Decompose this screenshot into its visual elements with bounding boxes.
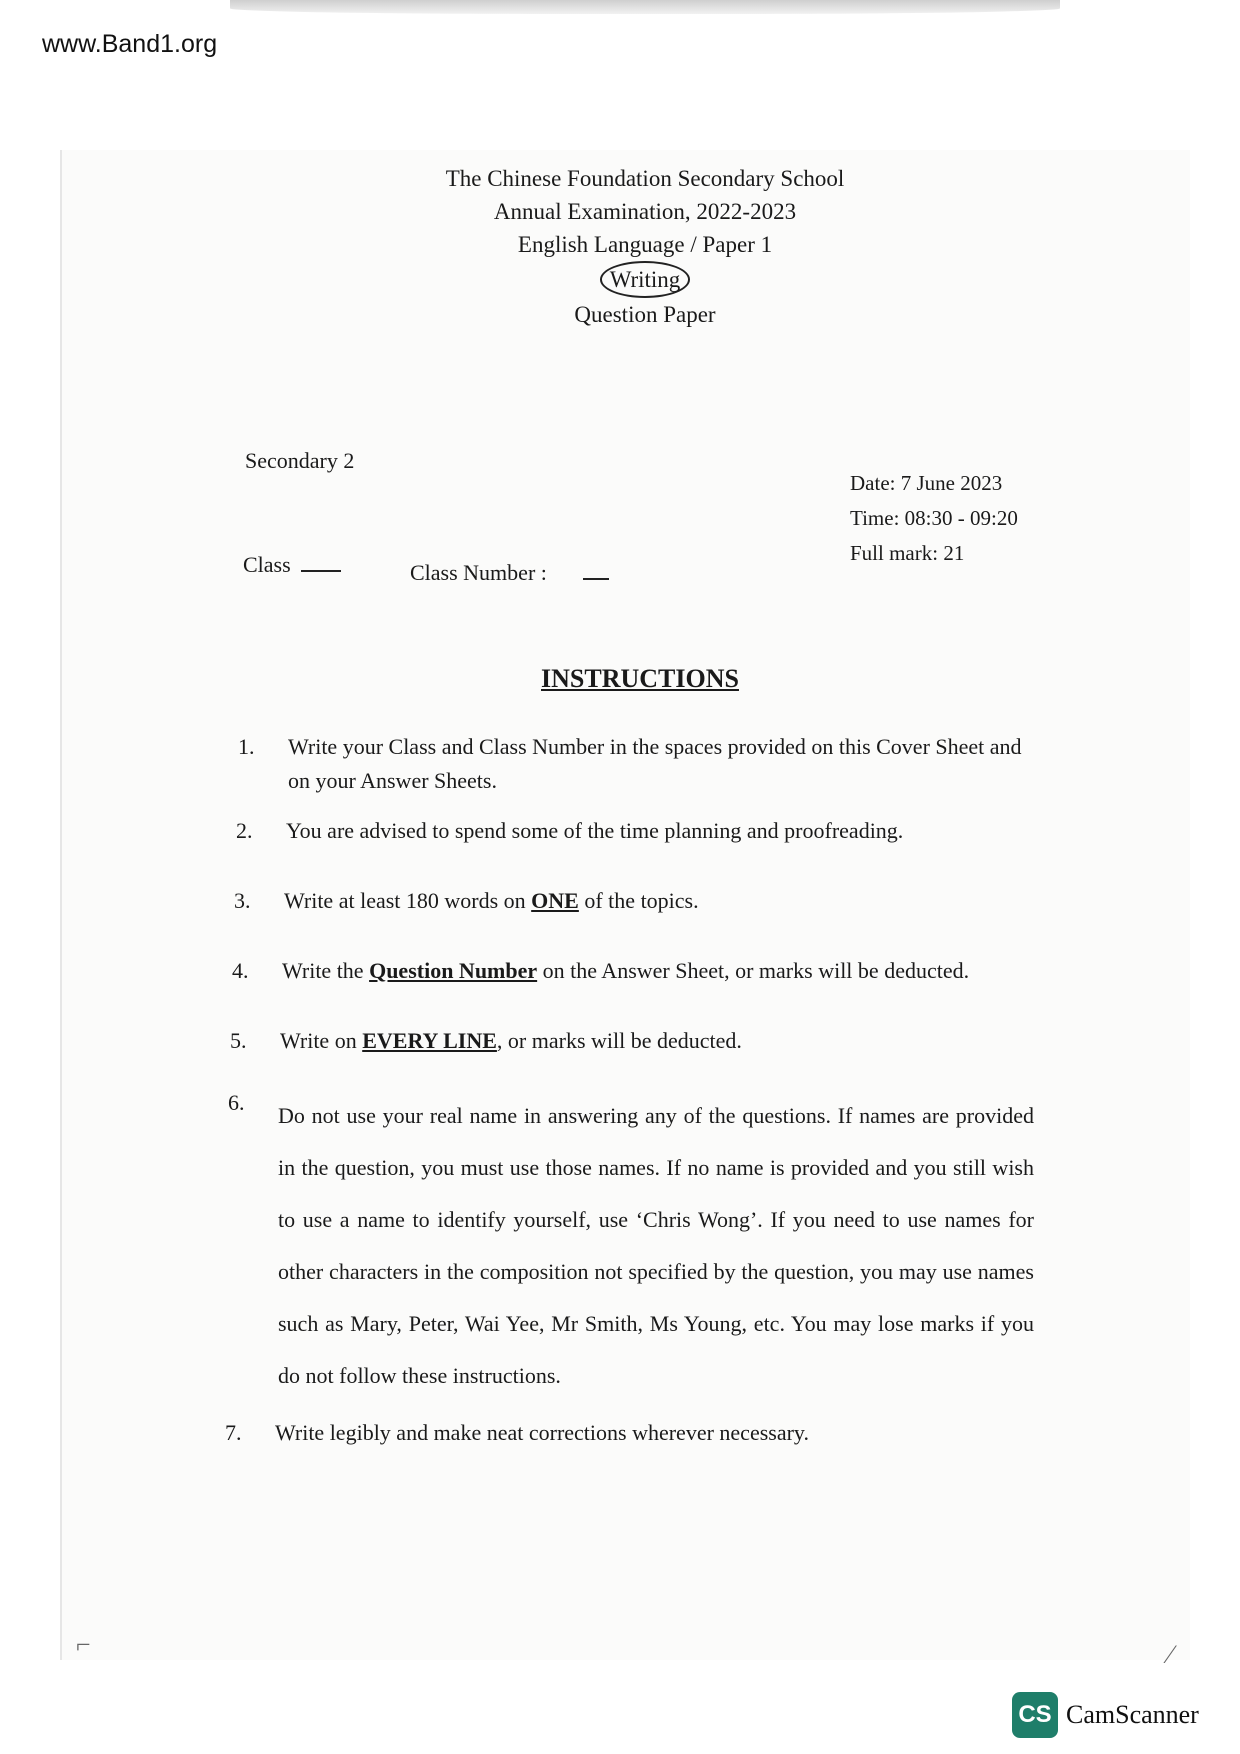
camscanner-label: CamScanner [1066, 1700, 1199, 1729]
instruction-emphasis: EVERY LINE [362, 1028, 497, 1053]
exam-date: Date: 7 June 2023 [850, 471, 1003, 495]
instruction-item [234, 888, 1044, 914]
instruction-item [236, 818, 1046, 844]
exam-title: Annual Examination, 2022-2023 [493, 199, 797, 224]
paper-name: Writing [600, 261, 691, 298]
instruction-text: Write the [282, 958, 370, 983]
pen-mark: ⁄ [1168, 1640, 1173, 1669]
instruction-item [232, 958, 1042, 984]
level-label: Secondary 2 [245, 448, 355, 473]
instruction-item [228, 1090, 1048, 1402]
class-field [243, 552, 341, 578]
instruction-text: Write at least 180 words on [284, 888, 532, 913]
scan-edge-shadow [230, 0, 1060, 14]
school-name: The Chinese Foundation Secondary School [445, 166, 845, 191]
instruction-item [230, 1028, 1040, 1054]
exam-header [350, 162, 940, 331]
instruction-text: You are advised to spend some of the time planning and proofreading. [286, 818, 904, 843]
instructions-title: INSTRUCTIONS [541, 664, 739, 693]
subject-title: English Language / Paper 1 [517, 232, 773, 257]
class-number-field [410, 560, 609, 586]
instruction-number: 5. [230, 1028, 247, 1053]
instruction-item [238, 730, 1038, 798]
fold-mark: ⌐ [76, 1630, 91, 1659]
watermark-url: www.Band1.org [42, 30, 218, 58]
paper-type: Question Paper [574, 302, 716, 327]
instruction-emphasis: Question Number [369, 958, 538, 983]
instruction-number: 2. [236, 818, 253, 843]
instruction-number: 3. [234, 888, 251, 913]
instruction-text: Write your Class and Class Number in the spaces provided on this Cover Sheet and on your Answer Sheets. [288, 734, 1022, 793]
instruction-number: 4. [232, 958, 249, 983]
instruction-text: on the Answer Sheet, or marks will be deducted. [537, 958, 970, 983]
instruction-item [225, 1420, 1045, 1446]
instruction-text: Write legibly and make neat corrections wherever necessary. [275, 1420, 809, 1445]
full-mark: Full mark: 21 [850, 541, 965, 565]
class-number-blank[interactable] [583, 578, 609, 580]
instruction-text: of the topics. [578, 888, 699, 913]
instruction-number: 1. [238, 734, 255, 759]
instruction-text: , or marks will be deducted. [496, 1028, 742, 1053]
exam-time: Time: 08:30 - 09:20 [850, 506, 1018, 530]
instruction-emphasis: ONE [531, 888, 579, 913]
instruction-number: 6. [228, 1090, 245, 1115]
class-label: Class [243, 552, 291, 577]
class-number-label: Class Number : [410, 560, 547, 585]
exam-details [850, 466, 1018, 571]
camscanner-badge [1012, 1692, 1199, 1738]
class-blank[interactable] [301, 570, 341, 572]
instruction-text: Write on [280, 1028, 363, 1053]
instruction-text: Do not use your real name in answering any of the questions. If names are provided in the question, you must use those names. If no name is provided and you still wish to use a name to identify yourself, use ‘Chris Wong’. If you need to use names for other characters in the composition not specified by the question, you may use names such as Mary, Peter, Wai Yee, Mr Smith, Ms Young, etc. You may lose marks if you do not follow these instructions. [278, 1103, 1034, 1388]
camscanner-logo: CS [1012, 1692, 1058, 1738]
instruction-number: 7. [225, 1420, 242, 1445]
